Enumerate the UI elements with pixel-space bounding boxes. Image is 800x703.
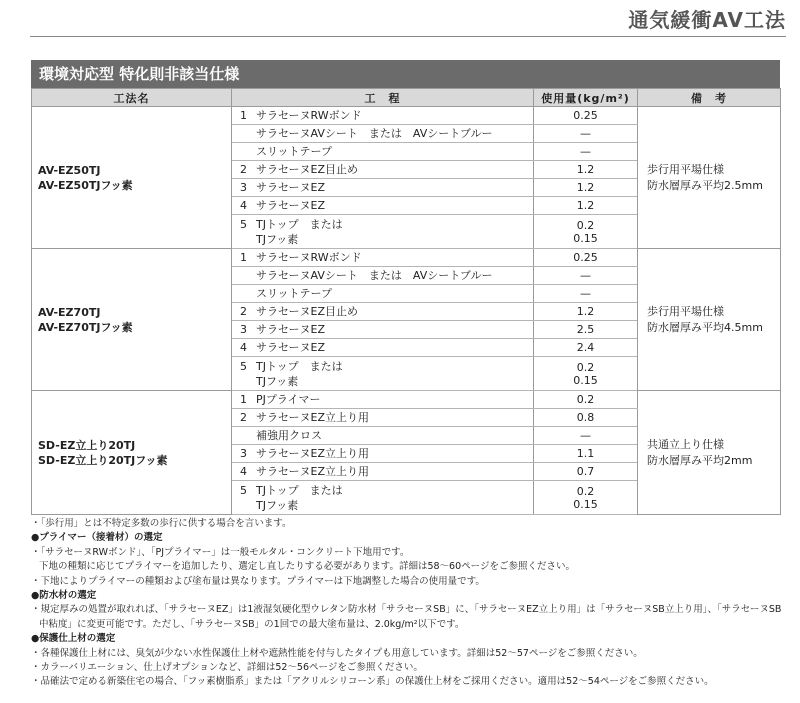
method-name-line: AV-EZ70TJ — [38, 305, 101, 319]
note-line: ・下地によりプライマーの種類および塗布量は異なります。プライマーは下地調整した場合の使用量です。 — [31, 575, 485, 587]
table-row — [32, 107, 781, 125]
usage-value: — — [580, 145, 591, 158]
step-text: サラセーヌEZ — [256, 199, 326, 212]
note-line: ・規定厚みの処置が取れれば、「サラセーヌEZ」は1液湿気硬化型ウレタン防水材「サラセーヌSB」に、「サラセーヌEZ立上り用」は「サラセーヌSB立上り用」、「サラセーヌSB — [31, 604, 782, 616]
step-text: サラセーヌAVシート または AVシートブルー — [256, 127, 493, 140]
remarks-line: 防水層厚み平均4.5mm — [647, 320, 763, 334]
usage-value: 0.2 — [576, 484, 595, 498]
step-text: サラセーヌEZ目止め — [256, 163, 359, 176]
step-number: 3 — [240, 447, 247, 460]
remarks-line: 防水層厚み平均2.5mm — [647, 178, 763, 192]
usage-value: — — [580, 269, 591, 282]
step-text: TJトップ または — [256, 217, 343, 231]
usage-amount — [534, 107, 638, 125]
step-text: サラセーヌEZ — [256, 181, 326, 194]
process-step — [232, 215, 534, 249]
step-number: 3 — [240, 323, 247, 336]
usage-amount — [534, 267, 638, 285]
step-text: スリットテープ — [256, 287, 333, 300]
usage-amount — [534, 179, 638, 197]
step-text: TJフッ素 — [256, 374, 299, 388]
usage-value: — — [580, 429, 591, 442]
step-number: 1 — [240, 251, 247, 264]
process-step — [232, 107, 534, 125]
usage-amount — [534, 391, 638, 409]
process-step — [232, 321, 534, 339]
usage-amount — [534, 481, 638, 515]
usage-value: 0.2 — [576, 393, 595, 406]
step-text: サラセーヌRWボンド — [256, 251, 362, 264]
step-number: 1 — [240, 109, 247, 122]
step-number: 5 — [240, 483, 247, 497]
usage-value: 0.7 — [576, 465, 595, 478]
header-usage: 使用量(kg/m²) — [534, 89, 638, 107]
header-process: 工 程 — [232, 89, 534, 107]
remarks — [638, 249, 781, 391]
usage-value: 1.2 — [576, 199, 595, 212]
process-step — [232, 161, 534, 179]
title-divider — [30, 36, 786, 37]
method-name-line: AV-EZ50TJ — [38, 163, 101, 177]
method-name-line: AV-EZ70TJフッ素 — [38, 320, 133, 334]
step-number: 5 — [240, 217, 247, 231]
note-heading: ●プライマー（接着材）の選定 — [31, 532, 163, 544]
usage-value: 0.15 — [573, 373, 598, 387]
usage-amount — [534, 161, 638, 179]
method-name — [32, 107, 232, 249]
method-name-line: SD-EZ立上り20TJ — [38, 438, 136, 452]
process-step — [232, 339, 534, 357]
remarks-line: 防水層厚み平均2mm — [647, 453, 753, 467]
process-step — [232, 303, 534, 321]
usage-amount — [534, 303, 638, 321]
usage-amount — [534, 197, 638, 215]
notes — [31, 517, 791, 690]
remarks-line: 歩行用平場仕様 — [647, 162, 724, 176]
process-step — [232, 391, 534, 409]
method-name-line: AV-EZ50TJフッ素 — [38, 178, 133, 192]
process-step — [232, 267, 534, 285]
step-number: 4 — [240, 199, 247, 212]
method-name — [32, 249, 232, 391]
usage-value: 1.2 — [576, 163, 595, 176]
note-heading: ●保護仕上材の選定 — [31, 633, 116, 645]
usage-value: 0.8 — [576, 411, 595, 424]
usage-value: 0.25 — [573, 109, 598, 122]
step-number: 2 — [240, 163, 247, 176]
usage-value: 0.15 — [573, 497, 598, 511]
header-method: 工法名 — [32, 89, 232, 107]
usage-amount — [534, 409, 638, 427]
remarks-line: 歩行用平場仕様 — [647, 304, 724, 318]
note-heading: ●防水材の選定 — [31, 590, 97, 602]
step-number: 4 — [240, 341, 247, 354]
usage-amount — [534, 215, 638, 249]
step-text: TJトップ または — [256, 483, 343, 497]
remarks — [638, 391, 781, 515]
section-title: 環境対応型 特化則非該当仕様 — [31, 60, 780, 88]
step-text: TJトップ または — [256, 359, 343, 373]
note-line: ・品確法で定める新築住宅の場合、「フッ素樹脂系」または「アクリルシリコーン系」の保護仕上材をご採用ください。適用は52〜54ページをご参照ください。 — [31, 676, 714, 688]
step-text: TJフッ素 — [256, 232, 299, 246]
usage-value: 0.2 — [576, 360, 595, 374]
process-step — [232, 445, 534, 463]
usage-value: 0.15 — [573, 231, 598, 245]
step-text: TJフッ素 — [256, 498, 299, 512]
spec-table — [31, 88, 781, 515]
step-text: サラセーヌAVシート または AVシートブルー — [256, 269, 493, 282]
process-step — [232, 463, 534, 481]
process-step — [232, 481, 534, 515]
step-text: サラセーヌEZ立上り用 — [256, 411, 370, 424]
note-line: 中粘度」に変更可能です。ただし、「サラセーヌSB」の1回での最大塗布量は、2.0kg/m²以下です。 — [39, 618, 465, 630]
page-title: 通気緩衝AV工法 — [628, 8, 786, 32]
step-text: サラセーヌEZ立上り用 — [256, 447, 370, 460]
usage-value: — — [580, 287, 591, 300]
usage-amount — [534, 125, 638, 143]
usage-amount — [534, 321, 638, 339]
note-line: ・カラーバリエーション、仕上げオプションなど、詳細は52〜56ページをご参照ください。 — [31, 662, 423, 674]
usage-value: 1.2 — [576, 305, 595, 318]
usage-value: 2.4 — [576, 341, 595, 354]
process-step — [232, 409, 534, 427]
step-text: サラセーヌRWボンド — [256, 109, 362, 122]
step-text: サラセーヌEZ — [256, 341, 326, 354]
step-text: サラセーヌEZ — [256, 323, 326, 336]
usage-amount — [534, 445, 638, 463]
remarks-line: 共通立上り仕様 — [647, 437, 724, 451]
usage-value: — — [580, 127, 591, 140]
table-row — [32, 249, 781, 267]
usage-value: 1.1 — [576, 447, 595, 460]
process-step — [232, 143, 534, 161]
usage-amount — [534, 249, 638, 267]
step-number: 4 — [240, 465, 247, 478]
usage-amount — [534, 285, 638, 303]
usage-amount — [534, 143, 638, 161]
step-number: 2 — [240, 305, 247, 318]
method-name — [32, 391, 232, 515]
note-line: 下地の種類に応じてプライマーを追加したり、選定し直したりする必要があります。詳細は58〜60ページをご参照ください。 — [39, 561, 575, 573]
method-name-line: SD-EZ立上り20TJフッ素 — [38, 453, 168, 467]
header-remarks: 備 考 — [638, 89, 781, 107]
usage-value: 0.2 — [576, 218, 595, 232]
usage-value: 0.25 — [573, 251, 598, 264]
usage-value: 2.5 — [576, 323, 595, 336]
process-step — [232, 285, 534, 303]
note-line: ・各種保護仕上材には、臭気が少ない水性保護仕上材や遮熱性能を付与したタイプも用意しています。詳細は52〜57ページをご参照ください。 — [31, 647, 643, 659]
usage-value: 1.2 — [576, 181, 595, 194]
step-text: サラセーヌEZ立上り用 — [256, 465, 370, 478]
note-line: ・「歩行用」とは不特定多数の歩行に供する場合を言います。 — [31, 518, 292, 529]
step-text: サラセーヌEZ目止め — [256, 305, 359, 318]
process-step — [232, 125, 534, 143]
process-step — [232, 197, 534, 215]
process-step — [232, 179, 534, 197]
process-step — [232, 249, 534, 267]
process-step — [232, 427, 534, 445]
usage-amount — [534, 339, 638, 357]
note-line: ・「サラセーヌRWボンド」、「PJプライマー」は一般モルタル・コンクリート下地用です。 — [31, 546, 410, 558]
usage-amount — [534, 357, 638, 391]
usage-amount — [534, 463, 638, 481]
step-number: 3 — [240, 181, 247, 194]
step-number: 5 — [240, 359, 247, 373]
step-text: スリットテープ — [256, 145, 333, 158]
process-step — [232, 357, 534, 391]
step-text: PJプライマー — [256, 393, 321, 406]
table-row — [32, 391, 781, 409]
step-text: 補強用クロス — [256, 429, 322, 442]
usage-amount — [534, 427, 638, 445]
step-number: 1 — [240, 393, 247, 406]
step-number: 2 — [240, 411, 247, 424]
remarks — [638, 107, 781, 249]
